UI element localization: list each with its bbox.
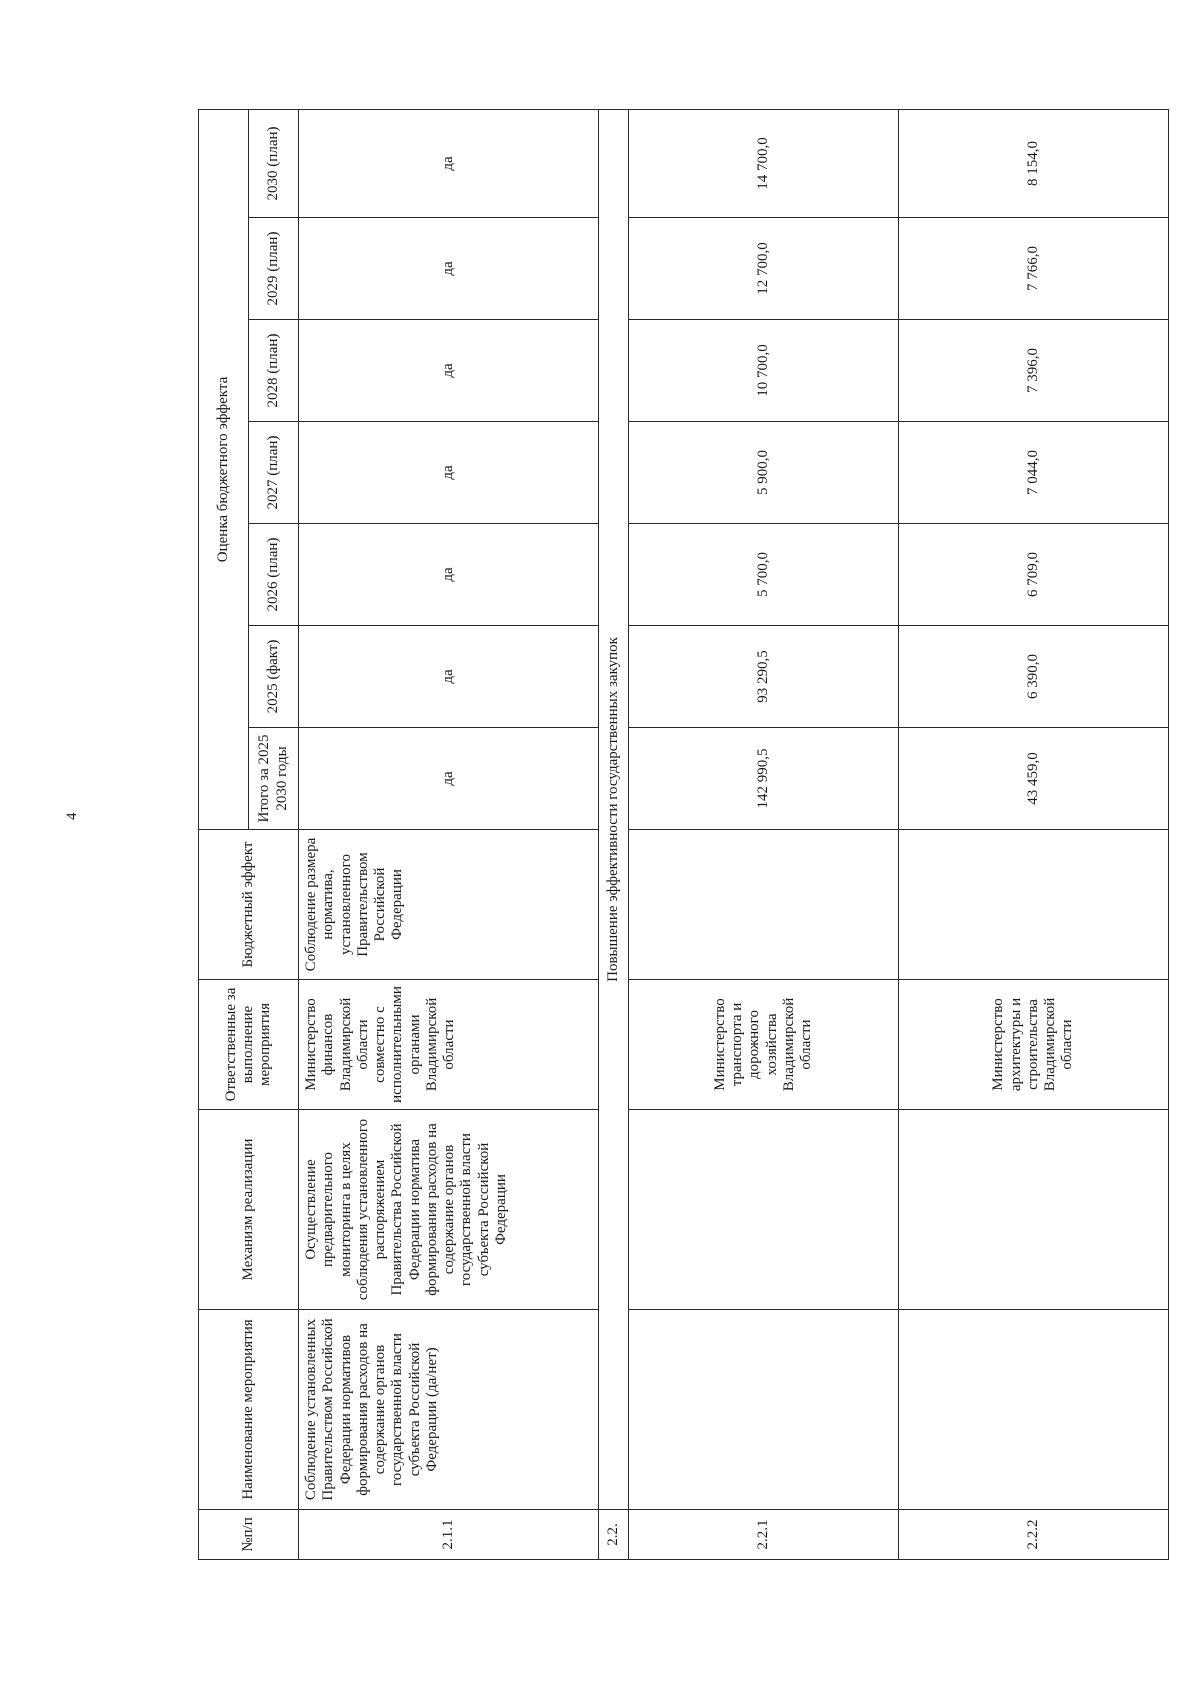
header-year-total: Итого за 2025 2030 годы [249, 728, 299, 830]
row-value-2028: 10 700,0 [629, 320, 899, 422]
row-value-2029: 7 766,0 [899, 218, 1169, 320]
header-year-2029: 2029 (план) [249, 218, 299, 320]
row-value-2025: да [299, 626, 599, 728]
row-value-2030: 8 154,0 [899, 109, 1169, 217]
row-value-2030: 14 700,0 [629, 109, 899, 217]
row-value-2028: 7 396,0 [899, 320, 1169, 422]
row-value-2028: да [299, 320, 599, 422]
header-effect: Бюджетный эффект [199, 830, 299, 980]
header-responsible: Ответственные за выполнение мероприятия [199, 980, 299, 1110]
table-row [299, 109, 599, 1559]
document-sheet [198, 110, 1168, 1560]
header-year-2030: 2030 (план) [249, 109, 299, 217]
row-effect: Соблюдение размера норматива, установленного Правительством Российской Федерации [299, 830, 599, 980]
row-number: 2.1.1 [299, 1510, 599, 1560]
section-title: Повышение эффективности государственных закупок [599, 109, 629, 1509]
header-year-2027: 2027 (план) [249, 422, 299, 524]
row-name: Соблюдение установленных Правительством Российской Федерации нормативов формирования расходов на содержание органов государственной власти субъекта Российской Федерации (да/нет) [299, 1310, 599, 1510]
header-number: №п/п [199, 1510, 299, 1560]
row-number: 2.2.1 [629, 1510, 899, 1560]
row-name [899, 1310, 1169, 1510]
row-value-2027: 5 900,0 [629, 422, 899, 524]
row-mechanism [629, 1110, 899, 1310]
row-value-total: 43 459,0 [899, 728, 1169, 830]
row-responsible: Министерство транспорта и дорожного хозяйства Владимирской области [629, 980, 899, 1110]
section-row [599, 109, 629, 1559]
row-responsible: Министерство архитектуры и строительства Владимирской области [899, 980, 1169, 1110]
header-mechanism: Механизм реализации [199, 1110, 299, 1310]
row-value-2027: 7 044,0 [899, 422, 1169, 524]
row-mechanism [899, 1110, 1169, 1310]
row-mechanism: Осуществление предварительного мониторинга в целях соблюдения установленного распоряжением Правительства Российской Федерации норматива формирования расходов на содержание органов государственной власти субъекта Российской Федерации [299, 1110, 599, 1310]
header-name: Наименование мероприятия [199, 1310, 299, 1510]
budget-effect-table [198, 109, 1169, 1560]
row-effect [899, 830, 1169, 980]
row-value-2030: да [299, 109, 599, 217]
row-value-total: 142 990,5 [629, 728, 899, 830]
row-value-2029: да [299, 218, 599, 320]
header-year-2025: 2025 (факт) [249, 626, 299, 728]
row-value-2025: 93 290,5 [629, 626, 899, 728]
section-number: 2.2. [599, 1510, 629, 1560]
row-value-2029: 12 700,0 [629, 218, 899, 320]
row-value-2025: 6 390,0 [899, 626, 1169, 728]
row-value-2026: да [299, 524, 599, 626]
header-estimate-group: Оценка бюджетного эффекта [199, 109, 249, 829]
header-year-2026: 2026 (план) [249, 524, 299, 626]
row-responsible: Министерство финансов Владимирской области совместно с исполнительными органами Владимирской области [299, 980, 599, 1110]
row-value-2026: 6 709,0 [899, 524, 1169, 626]
row-value-2027: да [299, 422, 599, 524]
table-row [629, 109, 899, 1559]
header-year-2028: 2028 (план) [249, 320, 299, 422]
row-name [629, 1310, 899, 1510]
table-row [899, 109, 1169, 1559]
row-value-total: да [299, 728, 599, 830]
row-number: 2.2.2 [899, 1510, 1169, 1560]
row-effect [629, 830, 899, 980]
row-value-2026: 5 700,0 [629, 524, 899, 626]
page-number: 4 [64, 812, 80, 820]
